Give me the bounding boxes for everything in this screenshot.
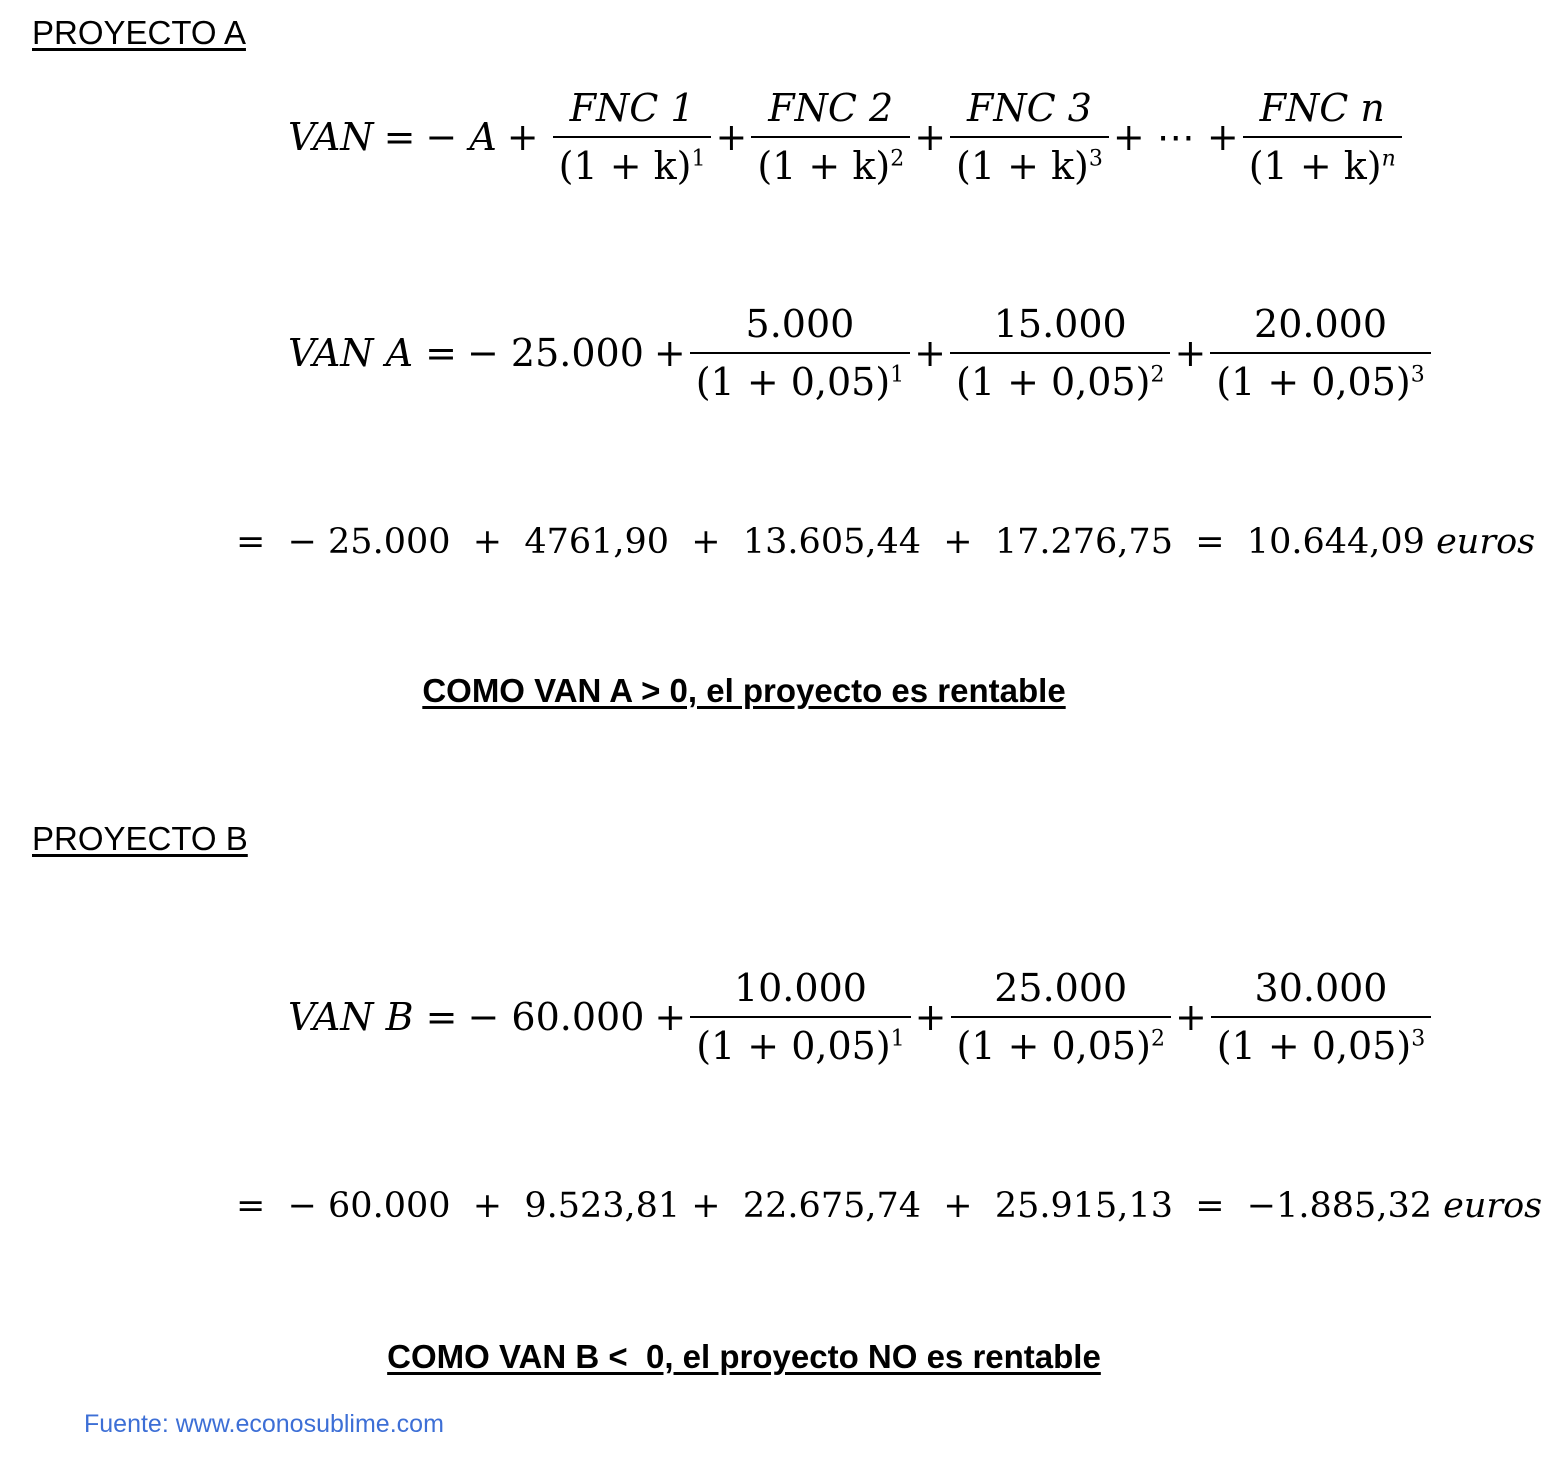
project-b-heading: PROYECTO B bbox=[32, 820, 248, 857]
plus-sign: + bbox=[914, 115, 947, 159]
fraction-denominator: $(1 + 0,05)^1$ bbox=[690, 352, 910, 404]
van-lhs: VAN bbox=[288, 115, 374, 159]
fraction-year3 bbox=[1211, 966, 1431, 1068]
result-values: = − 60.000 + 9.523,81 + 22.675,74 + 25.915,13 = −1.885,32 bbox=[236, 1186, 1432, 1226]
fraction-numerator: 20.000 bbox=[1254, 302, 1387, 346]
plus-sign: + bbox=[914, 331, 947, 375]
initial-investment: − 60.000 bbox=[467, 995, 645, 1039]
plus-sign: + bbox=[653, 331, 686, 375]
result-values: = − 25.000 + 4761,90 + 13.605,44 + 17.276,75 = 10.644,09 bbox=[236, 522, 1425, 562]
van-b-result bbox=[236, 1186, 1542, 1226]
plus-sign: + bbox=[715, 115, 748, 159]
fraction-year1 bbox=[690, 966, 910, 1068]
project-a-conclusion: COMO VAN A > 0, el proyecto es rentable bbox=[422, 672, 1066, 709]
fraction-denominator: $(1 + 0,05)^2$ bbox=[950, 352, 1170, 404]
fraction-denominator: $(1 + 0,05)^3$ bbox=[1211, 1016, 1431, 1068]
fraction-fnc2 bbox=[751, 86, 910, 188]
project-b-conclusion: COMO VAN B < 0, el proyecto NO es rentable bbox=[387, 1338, 1101, 1375]
van-a-result bbox=[236, 522, 1535, 562]
minus-a: − A bbox=[425, 115, 497, 159]
initial-investment: − 25.000 bbox=[467, 331, 644, 375]
fraction-denominator: $(1 + k)^3$ bbox=[950, 136, 1109, 188]
fraction-numerator: FNC 3 bbox=[966, 86, 1092, 130]
van-a-lhs: VAN A = bbox=[288, 331, 457, 375]
project-a-heading: PROYECTO A bbox=[32, 14, 246, 51]
van-a-substitution bbox=[288, 302, 1435, 404]
van-b-lhs: VAN B = bbox=[288, 995, 458, 1039]
fraction-denominator: $(1 + 0,05)^1$ bbox=[690, 1016, 910, 1068]
fraction-numerator: 15.000 bbox=[993, 302, 1127, 346]
fraction-numerator: 5.000 bbox=[745, 302, 855, 346]
result-unit: euros bbox=[1443, 1186, 1542, 1226]
result-unit: euros bbox=[1436, 522, 1536, 562]
fraction-denominator: $(1 + k)^1$ bbox=[553, 136, 712, 188]
fraction-denominator: $(1 + k)^n$ bbox=[1243, 136, 1402, 188]
fraction-denominator: $(1 + 0,05)^3$ bbox=[1210, 352, 1430, 404]
fraction-numerator: FNC 2 bbox=[768, 86, 894, 130]
fraction-numerator: FNC n bbox=[1259, 86, 1385, 130]
plus-sign: + bbox=[1174, 331, 1207, 375]
fraction-year3 bbox=[1210, 302, 1430, 404]
fraction-numerator: 30.000 bbox=[1254, 966, 1388, 1010]
plus-sign: + bbox=[1174, 995, 1207, 1039]
fraction-denominator: $(1 + 0,05)^2$ bbox=[951, 1016, 1171, 1068]
fraction-year2 bbox=[950, 302, 1170, 404]
van-b-substitution bbox=[288, 966, 1435, 1068]
equals-sign: = bbox=[383, 115, 416, 159]
fraction-numerator: 10.000 bbox=[733, 966, 867, 1010]
fraction-fnc3 bbox=[950, 86, 1109, 188]
fraction-year1 bbox=[690, 302, 910, 404]
fraction-numerator: FNC 1 bbox=[569, 86, 695, 130]
fraction-year2 bbox=[951, 966, 1171, 1068]
ellipsis: + ⋯ + bbox=[1112, 115, 1239, 159]
plus-sign: + bbox=[914, 995, 947, 1039]
fraction-fnc1 bbox=[553, 86, 712, 188]
fraction-denominator: $(1 + k)^2$ bbox=[751, 136, 910, 188]
fraction-fncn bbox=[1243, 86, 1402, 188]
source-credit: Fuente: www.econosublime.com bbox=[84, 1410, 444, 1438]
fraction-numerator: 25.000 bbox=[994, 966, 1128, 1010]
plus-sign: + bbox=[654, 995, 687, 1039]
van-general-formula bbox=[288, 86, 1406, 188]
plus-sign: + bbox=[506, 115, 539, 159]
